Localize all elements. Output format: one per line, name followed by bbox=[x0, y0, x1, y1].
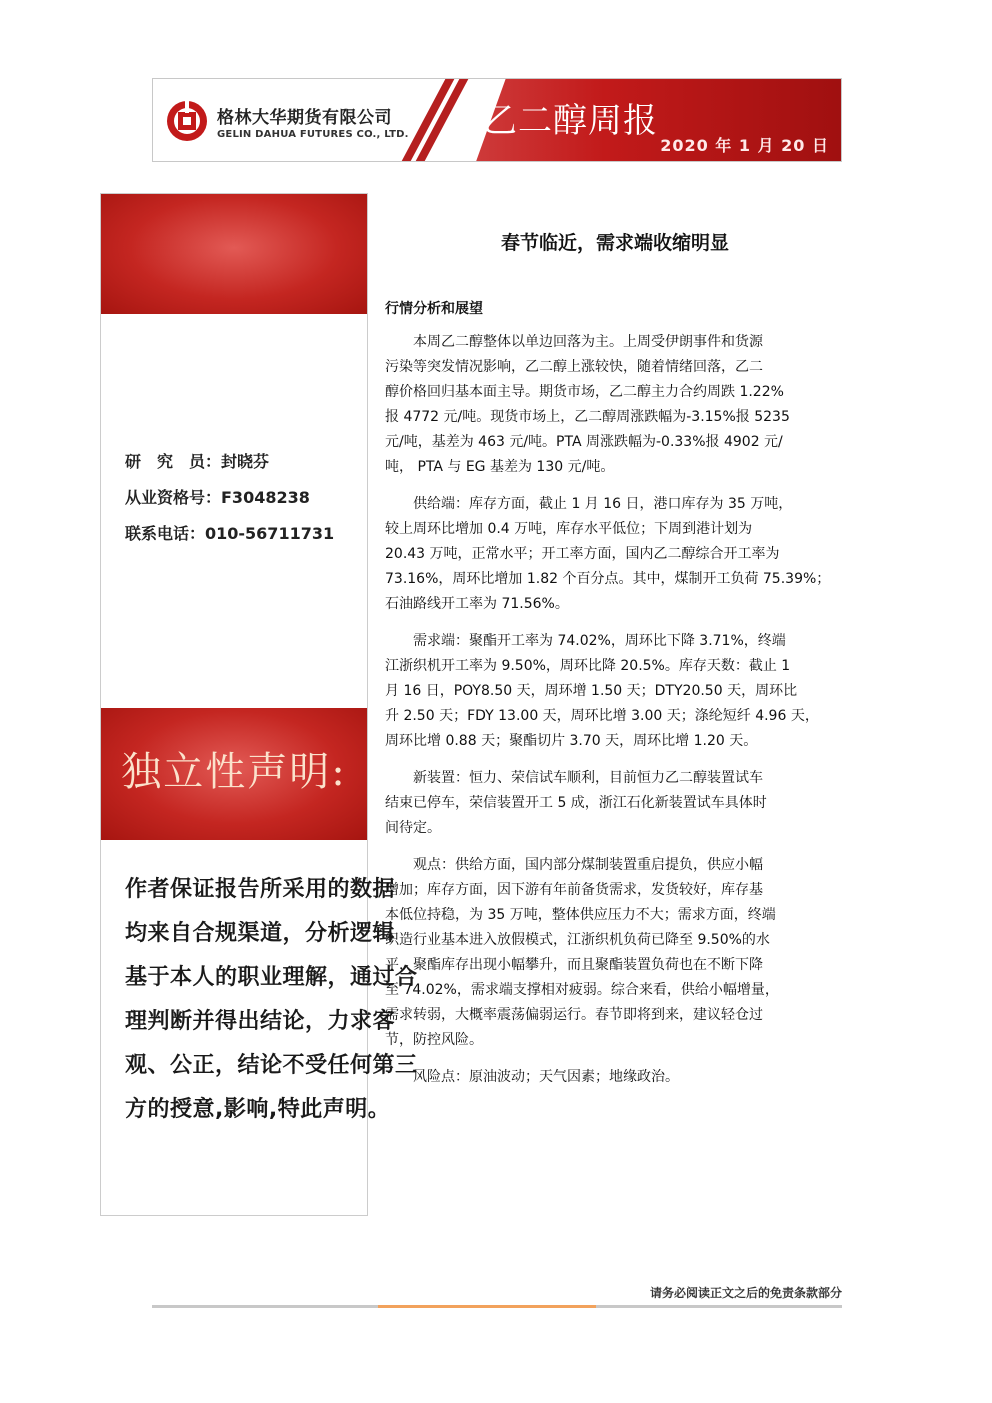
report-date: 2020 年 1 月 20 日 bbox=[660, 136, 829, 155]
text-line: 本低位持稳，为 35 万吨，整体供应压力不大；需求方面，终端 bbox=[385, 907, 776, 923]
text-line: 至 74.02%，需求端支撑相对疲弱。综合来看，供给小幅增量， bbox=[385, 982, 779, 998]
declaration-line: 观、公正，结论不受任何第三 bbox=[125, 1053, 418, 1078]
text-line: 污染等突发情况影响，乙二醇上涨较快，随着情绪回落，乙二 bbox=[385, 359, 763, 375]
declaration-line: 基于本人的职业理解，通过合 bbox=[125, 965, 418, 990]
company-name-en: GELIN DAHUA FUTURES CO., LTD. bbox=[217, 129, 409, 140]
footer-divider bbox=[152, 1305, 378, 1308]
researcher-info bbox=[125, 444, 334, 552]
phone-number: 联系电话：010-56711731 bbox=[125, 524, 335, 543]
text-line: 周环比增 0.88 天；聚酯切片 3.70 天，周环比增 1.20 天。 bbox=[385, 733, 758, 749]
section-title: 行情分析和展望 bbox=[385, 301, 483, 317]
text-line: 本周乙二醇整体以单边回落为主。上周受伊朗事件和货源 bbox=[413, 334, 763, 350]
text-line: 间待定。 bbox=[385, 820, 441, 836]
text-line: 20.43 万吨，正常水平；开工率方面，国内乙二醇综合开工率为 bbox=[385, 546, 780, 562]
text-line: 醇价格回归基本面主导。期货市场，乙二醇主力合约周跌 1.22% bbox=[385, 384, 784, 400]
researcher-name: 研 究 员：封晓芬 bbox=[125, 452, 270, 471]
text-line: 石油路线开工率为 71.56%。 bbox=[385, 596, 569, 612]
report-title: 乙二醇周报 bbox=[483, 101, 658, 141]
paragraph-risk bbox=[385, 1065, 855, 1090]
text-line: 平，聚酯库存出现小幅攀升，而且聚酯装置负荷也在不断下降 bbox=[385, 957, 763, 973]
text-line: 风险点：原油波动；天气因素；地缘政治。 bbox=[413, 1069, 679, 1085]
declaration-banner bbox=[101, 708, 367, 840]
text-line: 观点：供给方面，国内部分煤制装置重启提负，供应小幅 bbox=[413, 857, 763, 873]
text-line: 需求转弱，大概率震荡偏弱运行。春节即将到来，建议轻仓过 bbox=[385, 1007, 763, 1023]
company-name-cn: 格林大华期货有限公司 bbox=[217, 108, 392, 128]
text-line: 需求端：聚酯开工率为 74.02%，周环比下降 3.71%，终端 bbox=[413, 633, 786, 649]
text-line: 元/吨，基差为 463 元/吨。PTA 周涨跌幅为-0.33%报 4902 元/ bbox=[385, 434, 783, 450]
text-line: 新装置：恒力、荣信试车顺利，目前恒力乙二醇装置试车 bbox=[413, 770, 763, 786]
paragraph-demand bbox=[385, 629, 855, 754]
text-line: 升 2.50 天；FDY 13.00 天，周环比增 3.00 天；涤纶短纤 4.96 天， bbox=[385, 708, 819, 724]
declaration-title: 独立性声明: bbox=[121, 749, 347, 795]
declaration-line: 作者保证报告所采用的数据 bbox=[125, 877, 396, 902]
paragraph-new-units bbox=[385, 766, 855, 841]
footer-divider-accent bbox=[378, 1305, 596, 1308]
disclaimer-note: 请务必阅读正文之后的免责条款部分 bbox=[649, 1286, 842, 1300]
paragraph-market bbox=[385, 330, 855, 480]
paragraph-supply bbox=[385, 492, 855, 617]
declaration-line: 方的授意,影响,特此声明。 bbox=[125, 1097, 391, 1122]
declaration-line: 理判断并得出结论，力求客 bbox=[125, 1009, 396, 1034]
text-line: 73.16%，周环比增加 1.82 个百分点。其中，煤制开工负荷 75.39%； bbox=[385, 571, 831, 587]
text-line: 节，防控风险。 bbox=[385, 1032, 483, 1048]
paragraph-view bbox=[385, 853, 855, 1053]
text-line: 江浙织机开工率为 9.50%，周环比降 20.5%。库存天数：截止 1 bbox=[385, 658, 791, 674]
text-line: 报 4772 元/吨。现货市场上，乙二醇周涨跌幅为-3.15%报 5235 bbox=[385, 409, 790, 425]
license-number: 从业资格号：F3048238 bbox=[125, 488, 310, 507]
footer-divider bbox=[596, 1305, 842, 1308]
text-line: 增加；库存方面，因下游有年前备货需求，发货较好，库存基 bbox=[385, 882, 763, 898]
report-header bbox=[152, 78, 842, 162]
text-line: 织造行业基本进入放假模式，江浙织机负荷已降至 9.50%的水 bbox=[385, 932, 770, 948]
text-line: 月 16 日，POY8.50 天，周环增 1.50 天；DTY20.50 天，周环比 bbox=[385, 683, 798, 699]
text-line: 供给端：库存方面，截止 1 月 16 日，港口库存为 35 万吨， bbox=[413, 496, 793, 512]
text-line: 结束已停车，荣信装置开工 5 成，浙江石化新装置试车具体时 bbox=[385, 795, 767, 811]
sidebar-red-block bbox=[101, 194, 367, 314]
headline: 春节临近，需求端收缩明显 bbox=[500, 232, 729, 254]
declaration-line: 均来自合规渠道，分析逻辑 bbox=[125, 921, 396, 946]
text-line: 吨， PTA 与 EG 基差为 130 元/吨。 bbox=[385, 459, 615, 475]
company-logo-icon bbox=[165, 99, 209, 143]
declaration-body bbox=[125, 868, 418, 1132]
text-line: 较上周环比增加 0.4 万吨，库存水平低位；下周到港计划为 bbox=[385, 521, 753, 537]
article-body bbox=[385, 330, 855, 1102]
